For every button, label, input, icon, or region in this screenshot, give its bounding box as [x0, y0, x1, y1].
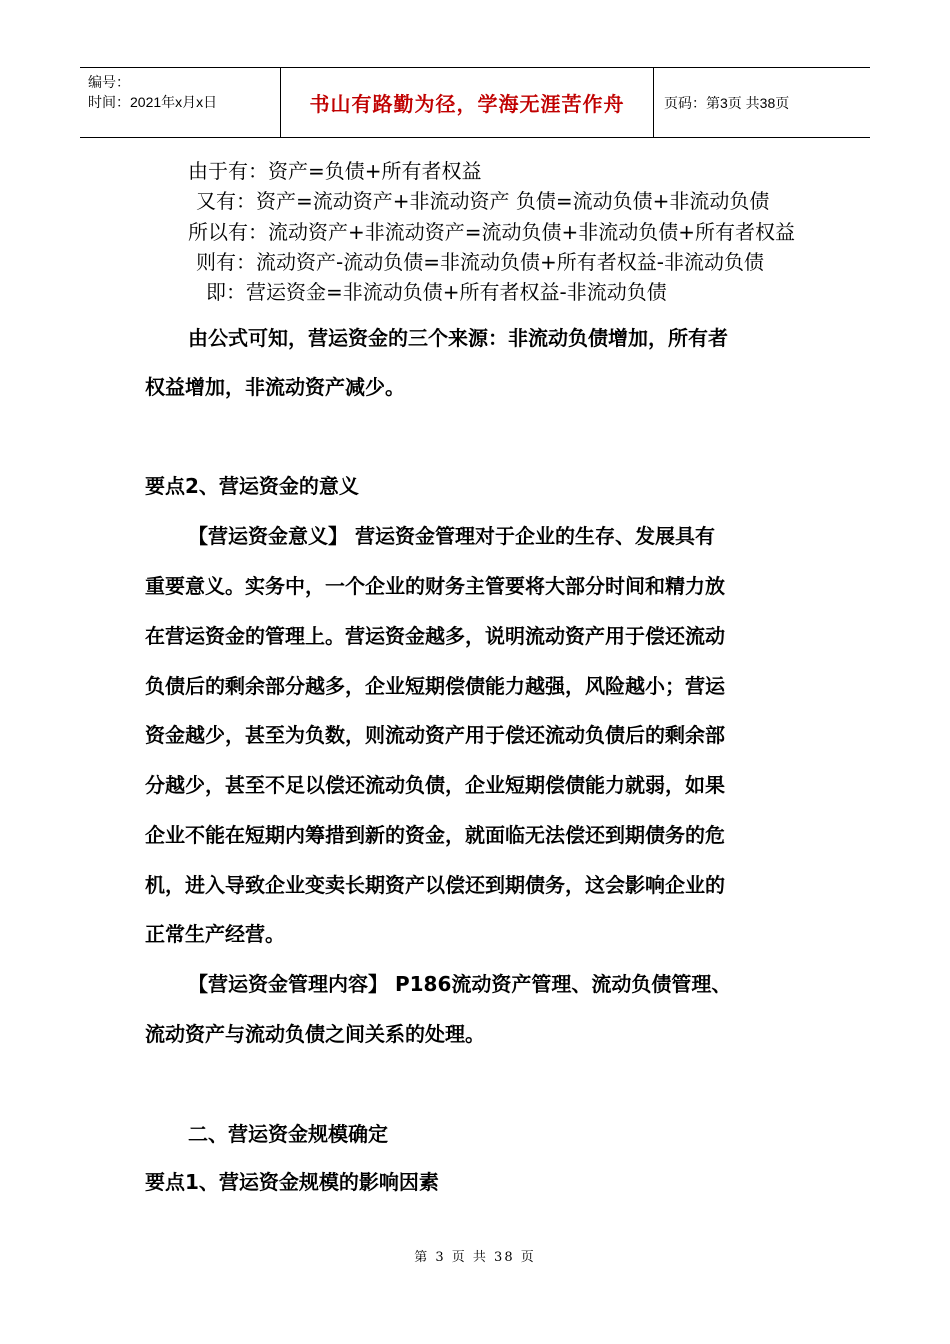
body-text-line: 【营运资金意义】 营运资金管理对于企业的生存、发展具有: [188, 524, 715, 548]
header-motto-cell: [281, 68, 654, 137]
equation-line: 由于有：资产=负债+所有者权益: [188, 159, 482, 183]
header-page-cell: [654, 68, 870, 137]
body-text-line: 重要意义。实务中，一个企业的财务主管要将大部分时间和精力放: [145, 574, 725, 598]
equation-line: 所以有：流动资产+非流动资产=流动负债+非流动负债+所有者权益: [188, 220, 796, 244]
section-heading: 要点2、营运资金的意义: [145, 474, 359, 498]
equation-line: 则有：流动资产-流动负债=非流动负债+所有者权益-非流动负债: [196, 250, 764, 274]
body-text-line: 负债后的剩余部分越多，企业短期偿债能力越强，风险越小；营运: [145, 674, 725, 698]
section-heading: 二、营运资金规模确定: [188, 1122, 388, 1146]
body-text-line: 资金越少，甚至为负数，则流动资产用于偿还流动负债后的剩余部: [145, 723, 725, 747]
body-text-line: 【营运资金管理内容】 P186流动资产管理、流动负债管理、: [188, 972, 732, 996]
header-motto: 书山有路勤为径，学海无涯苦作舟: [309, 92, 625, 116]
body-text-line: 机，进入导致企业变卖长期资产以偿还到期债务，这会影响企业的: [145, 873, 725, 897]
body-text-line: 企业不能在短期内筹措到新的资金，就面临无法偿还到期债务的危: [145, 823, 725, 847]
document-time-label: 时间：2021年x月x日: [88, 94, 218, 110]
body-text-line: 在营运资金的管理上。营运资金越多，说明流动资产用于偿还流动: [145, 624, 725, 648]
header-page-label: 页码：第3页 共38页: [664, 94, 790, 111]
document-number-label: 编号：: [88, 74, 130, 90]
equation-line: 即：营运资金=非流动负债+所有者权益-非流动负债: [206, 280, 667, 304]
page-footer: 第 3 页 共 38 页: [414, 1250, 536, 1265]
body-text-line: 由公式可知，营运资金的三个来源：非流动负债增加，所有者: [188, 326, 728, 350]
header-meta: [80, 68, 281, 137]
section-heading: 要点1、营运资金规模的影响因素: [145, 1170, 439, 1194]
body-text-line: 分越少，甚至不足以偿还流动负债，企业短期偿债能力就弱，如果: [145, 773, 725, 797]
body-text-line: 正常生产经营。: [145, 922, 285, 946]
body-text-line: 流动资产与流动负债之间关系的处理。: [145, 1022, 485, 1046]
body-text-line: 权益增加，非流动资产减少。: [145, 375, 405, 399]
page-header: [80, 67, 870, 138]
equation-line: 又有：资产=流动资产+非流动资产 负债=流动负债+非流动负债: [196, 189, 770, 213]
